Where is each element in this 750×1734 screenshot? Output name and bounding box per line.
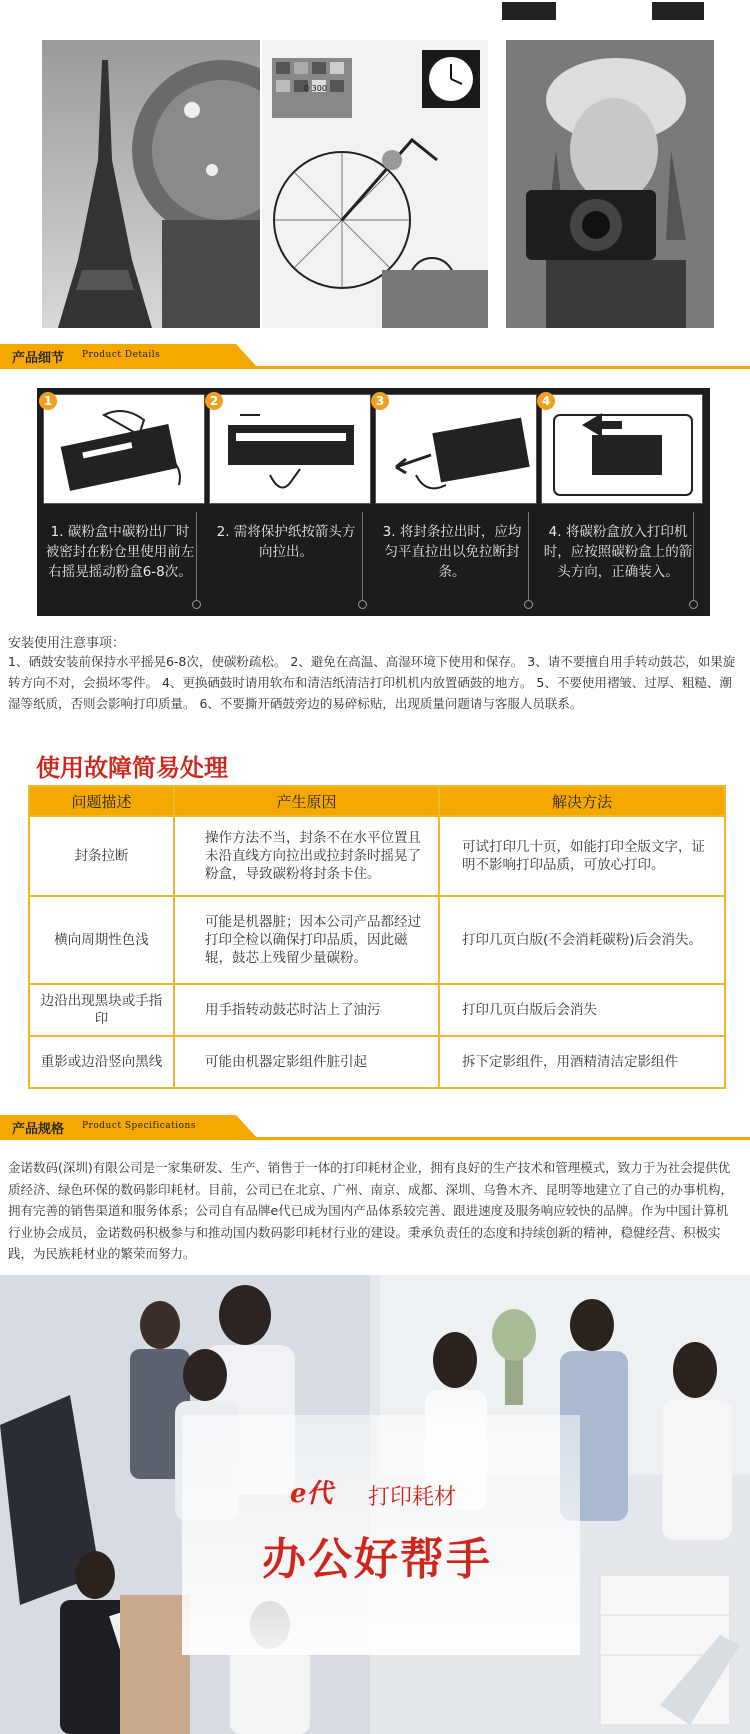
office-banner <box>0 1275 750 1734</box>
step-2-illustration <box>209 394 371 504</box>
problem-cell: 封条拉断 <box>29 816 174 896</box>
product-specs-title: 产品规格 <box>12 1122 65 1137</box>
table-header-row <box>29 786 725 816</box>
table-row <box>29 896 725 984</box>
header-solution: 解决方法 <box>439 786 725 816</box>
solution-cell: 可试打印几十页，如能打印全版文字，证明不影响打印品质，可放心打印。 <box>439 816 725 896</box>
brand-logo: e代 <box>290 1479 333 1509</box>
header-problem: 问题描述 <box>29 786 174 816</box>
top-thumbnail <box>650 0 706 22</box>
step-1-number: 1 <box>39 392 57 410</box>
product-specs-subtitle: Product Specifications <box>82 1121 196 1131</box>
cause-cell: 可能是机器脏；因本公司产品都经过 打印全检以确保打印品质，因此磁辊，鼓芯上残留少量碳粉。 <box>174 896 439 984</box>
table-row <box>29 816 725 896</box>
product-details-title: 产品细节 <box>12 351 65 366</box>
company-description: 金诺数码(深圳)有限公司是一家集研发、生产、销售于一体的打印耗材企业，拥有良好的生产技术和管理模式，致力于为社会提供优质经济、绿色环保的数码影印耗材。目前，公司已在北京、广州、南京、成都、深圳、乌鲁木齐、昆明等地建立了自己的办事机构，拥有完善的销售渠道和服务体系；公司自有品牌e代已成为国内产品体系较完善、跟进速度及服务响应较快的品牌。作为中国计算机行业协会成员，金诺数码积极参与和推动国内数码影印耗材行业的建设。秉承负责任的态度和持续创新的精神，稳健经营、积极实践，为民族耗材业的繁荣而努力。 <box>8 1160 734 1261</box>
table-row <box>29 984 725 1036</box>
cause-cell: 用手指转动鼓芯时沾上了油污 <box>174 984 439 1036</box>
step-1-dot <box>192 600 201 609</box>
step-4-dot <box>689 600 698 609</box>
notes-body: 1、硒鼓安装前保持水平摇晃6-8次，使碳粉疏松。 2、避免在高温、高湿环境下使用和保存。 3、请不要擅自用手转动鼓芯，如果旋转方向不对，会损坏零件。 4、更换硒鼓时请用软布和清洁纸清洁打印机机内放置硒鼓的地方。 5、不要使用褶皱、过厚、粗糙、潮湿等纸质，否则会影响打印质量。 6、不要撕开硒鼓旁边的易碎标贴，出现质量问题请与客服人员联系。 <box>8 654 736 711</box>
step-2-connector <box>362 512 363 600</box>
step-2-text: 2. 需将保护纸按箭头方向拉出。 <box>216 524 356 560</box>
step-3-number: 3 <box>371 392 389 410</box>
troubleshooting-title: 使用故障简易处理 <box>36 754 228 782</box>
step-1-illustration <box>43 394 205 504</box>
test-chart-photo <box>262 40 488 328</box>
solution-cell: 打印几页白版(不会消耗碳粉)后会消失。 <box>439 896 725 984</box>
table-row <box>29 1036 725 1088</box>
product-details-subtitle: Product Details <box>82 350 161 360</box>
install-steps-panel <box>37 388 710 616</box>
step-4-number: 4 <box>537 392 555 410</box>
step-4-illustration <box>541 394 703 504</box>
step-3-illustration <box>375 394 537 504</box>
cause-cell: 可能由机器定影组件脏引起 <box>174 1036 439 1088</box>
step-4-text: 4. 将碳粉盒放入打印机时，应按照碳粉盒上的箭头方向，正确装入。 <box>543 524 693 580</box>
notes-title: 安装使用注意事项： <box>8 636 126 651</box>
cause-cell: 操作方法不当，封条不在水平位置且未沿直线方向拉出或拉封条时摇晃了粉盒，导致碳粉将封条卡住。 <box>174 816 439 896</box>
troubleshooting-table <box>28 785 726 1089</box>
product-details-header <box>0 344 750 372</box>
problem-cell: 边沿出现黑块或手指印 <box>29 984 174 1036</box>
step-3-connector <box>528 512 529 600</box>
step-1-text: 1. 碳粉盒中碳粉出厂时被密封在粉仓里使用前左右摇晃摇动粉盒6-8次。 <box>45 524 195 580</box>
product-specs-header <box>0 1115 750 1143</box>
solution-cell: 拆下定影组件，用酒精清洁定影组件 <box>439 1036 725 1088</box>
step-3-dot <box>524 600 533 609</box>
step-4-connector <box>693 512 694 600</box>
photo-row <box>42 40 714 328</box>
top-thumbnail <box>500 0 558 22</box>
problem-cell: 横向周期性色浅 <box>29 896 174 984</box>
chart-label: 0 300 <box>304 84 327 93</box>
solution-cell: 打印几页白版后会消失 <box>439 984 725 1036</box>
problem-cell: 重影或边沿竖向黑线 <box>29 1036 174 1088</box>
eiffel-tower-photo <box>42 40 260 328</box>
step-1-connector <box>196 512 197 600</box>
header-cause: 产生原因 <box>174 786 439 816</box>
girl-with-camera-photo <box>506 40 714 328</box>
banner-slogan: 办公好帮手 <box>262 1534 492 1585</box>
top-strip <box>0 0 750 28</box>
step-2-number: 2 <box>205 392 223 410</box>
step-2-dot <box>358 600 367 609</box>
step-3-text: 3. 将封条拉出时，应均匀平直拉出以免拉断封条。 <box>382 524 522 580</box>
brand-text: 打印耗材 <box>368 1485 457 1510</box>
